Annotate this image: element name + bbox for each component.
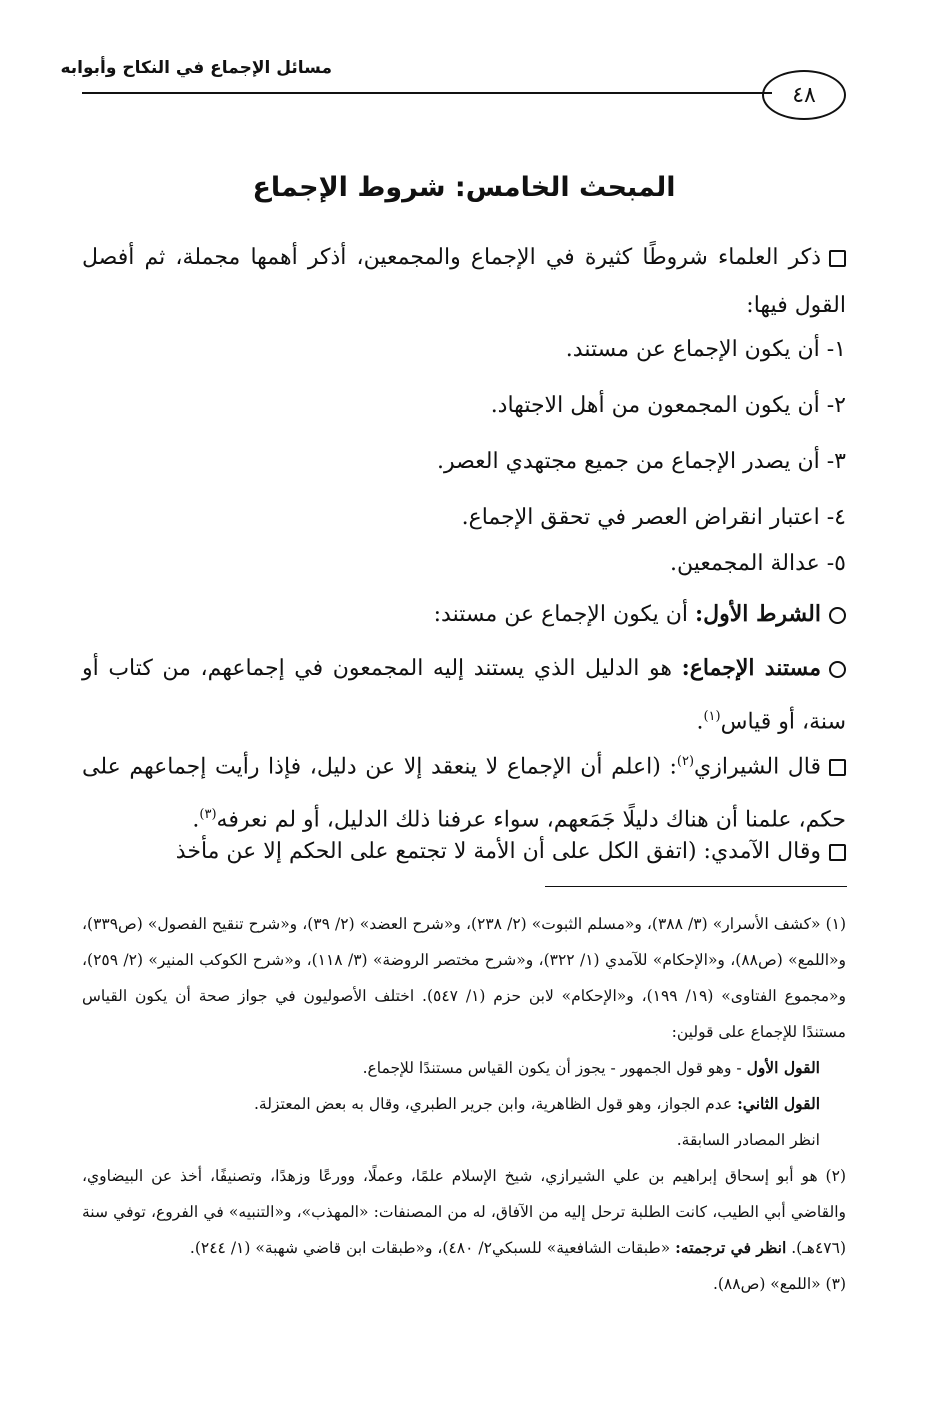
footnote-1-opinion-2 — [82, 1086, 846, 1122]
circle-bullet-icon — [829, 607, 846, 624]
footnote-3: (٣) «اللمع» (ص٨٨). — [712, 1275, 846, 1293]
opinion-text: عدم الجواز، وهو قول الظاهرية، وابن جرير الطبري، وقال به بعض المعتزلة. — [254, 1095, 733, 1113]
definition-paragraph — [82, 644, 846, 746]
condition-item: ٢- أن يكون المجمعون من أهل الاجتهاد. — [490, 393, 846, 418]
square-bullet-icon — [829, 844, 846, 861]
footnote-1-see: انظر المصادر السابقة. — [676, 1131, 820, 1149]
opinion-label: القول الثاني: — [737, 1094, 820, 1113]
section-title: المبحث الخامس: شروط الإجماع — [252, 172, 676, 203]
condition-item: ٣- أن يصدر الإجماع من جميع مجتهدي العصر. — [436, 449, 846, 474]
amidi-quote — [82, 828, 846, 876]
page-number — [762, 70, 846, 120]
definition-end: . — [696, 709, 704, 735]
running-title: مسائل الإجماع في النكاح وأبوابه — [60, 58, 332, 78]
footnote-1: (١) «كشف الأسرار» (٣/ ٣٨٨)، و«مسلم الثبوت» (٢/ ٢٣٨)، و«شرح العضد» (٢/ ٣٩)، و«شرح تنقيح الفصول» (ص٣٣٩)، و«اللمع» (ص٨٨)، و«الإحكام» للآمدي (١/ ٣٢٢)، و«شرح مختصر الروضة» (٣/ ١١٨)، و«شرح الكوكب المنير» (٢/ ٢٥٩)، و«مجموع الفتاوى» (١٩/ ١٩٩)، و«الإحكام» لابن حزم (١/ ٥٤٧). اختلف الأصوليون في جواز صحة أن يكون القياس مستندًا للإجماع على قولين: — [82, 915, 847, 1041]
footnote-separator — [545, 886, 847, 887]
page-number-text: ٤٨ — [792, 82, 816, 108]
footnote-ref: (٢) — [676, 754, 695, 769]
opinion-text: - وهو قول الجمهور - يجوز أن يكون القياس مستندًا للإجماع. — [362, 1059, 742, 1077]
intro-text: ذكر العلماء شروطًا كثيرة في الإجماع والمجمعين، أذكر أهمها مجملة، ثم أفصل القول فيها: — [82, 245, 846, 318]
condition-item: ٥- عدالة المجمعين. — [670, 551, 846, 576]
footnote-1-opinion-1 — [82, 1050, 846, 1086]
condition-item: ١- أن يكون الإجماع عن مستند. — [565, 337, 846, 362]
footnotes — [82, 906, 846, 1302]
shirazi-end: . — [192, 807, 200, 833]
first-condition-label: الشرط الأول: — [695, 601, 821, 627]
shirazi-text: : (اعلم أن الإجماع لا ينعقد إلا عن دليل، فإذا رأيت إجماعهم على حكم، علمنا أن هناك دليلًا جَمَعهم، سواء عرفنا ذلك الدليل، أو لم نعرفه — [82, 754, 846, 833]
intro-paragraph — [82, 234, 846, 330]
first-condition — [82, 590, 846, 639]
square-bullet-icon — [829, 759, 846, 776]
footnote-2-text: (٢) هو أبو إسحاق إبراهيم بن علي الشيرازي، شيخ الإسلام علمًا، وعملًا، وورعًا وزهدًا، وتصنيفًا، أخذ عن البيضاوي، والقاضي أبي الطيب، كانت الطلبة ترحل إليه من الآفاق، له من المصنفات: «المهذب»، و«التنبيه» في الفروع، توفي سنة (٤٧٦هـ). — [82, 1167, 846, 1257]
first-condition-text: أن يكون الإجماع عن مستند: — [433, 602, 689, 627]
condition-item: ٤- اعتبار انقراض العصر في تحقق الإجماع. — [461, 505, 846, 530]
footnote-ref: (١) — [703, 709, 721, 724]
circle-bullet-icon — [829, 661, 846, 678]
amidi-text: وقال الآمدي: (اتفق الكل على أن الأمة لا تجتمع على الحكم إلا عن مأخذ — [175, 839, 821, 864]
footnote-2-label: انظر في ترجمته: — [675, 1238, 787, 1257]
definition-label: مستند الإجماع: — [681, 655, 821, 681]
square-bullet-icon — [829, 250, 846, 267]
header-rule — [82, 92, 772, 94]
footnote-2-sources: «طبقات الشافعية» للسبكي٢/ ٤٨٠)، و«طبقات ابن قاضي شهبة» (١/ ٢٤٤). — [189, 1239, 671, 1257]
footnote-ref: (٣) — [199, 807, 217, 823]
definition-text: هو الدليل الذي يستند إليه المجمعون في إجماعهم، من كتاب أو سنة، أو قياس — [82, 656, 846, 735]
opinion-label: القول الأول — [746, 1058, 820, 1077]
footnote-2 — [82, 1158, 846, 1266]
shirazi-lead: قال الشيرازي — [694, 754, 821, 780]
